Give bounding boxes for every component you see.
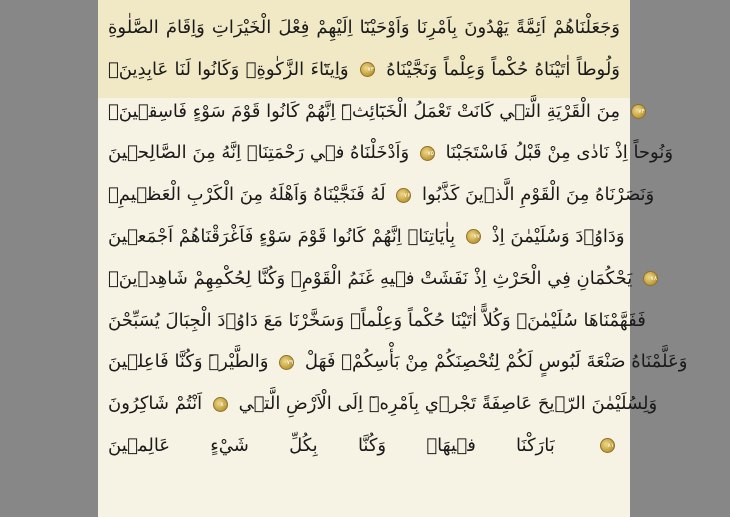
verse-text: مِنَ الْقَرْيَةِ الَّت۪ي كَانَتْ تَعْمَلُ الْخَبَٓائِثَۜ اِنَّهُمْ كَانُوا قَوْمَ سَوْءٍ فَاسِق۪ينَۙ xyxy=(108,100,620,122)
verse-text: اَنْتُمْ شَاكِرُونَ xyxy=(108,393,203,415)
verse-line xyxy=(98,300,646,342)
verse-lines xyxy=(98,0,688,467)
verse-number-marker-icon xyxy=(279,355,294,370)
verse-text: وَالطَّيْرَۜ وَكُنَّا فَاعِل۪ينَ xyxy=(108,351,269,373)
verse-number-marker-icon xyxy=(213,397,228,412)
verse-line xyxy=(98,258,633,300)
verse-text: بِاٰيَاتِنَاۜ اِنَّهُمْ كَانُوا قَوْمَ سَوْءٍ فَاَغْرَقْنَاهُمْ اَجْمَع۪ينَ xyxy=(108,225,456,247)
verse-text: وَنَصَرْنَاهُ مِنَ الْقَوْمِ الَّذ۪ينَ كَذَّبُوا xyxy=(422,184,655,206)
verse-text: وَنُوحاً اِذْ نَادٰى مِنْ قَبْلُ فَاسْتَجَبْنَا xyxy=(445,142,674,164)
verse-number-marker-icon xyxy=(631,104,646,119)
verse-line xyxy=(98,91,630,133)
verse-text: وَاِيتَٓاءَ الزَّكٰوةِۚ وَكَانُوا لَنَا عَابِدِينَۙ xyxy=(108,58,349,80)
verse-text: وَلِسُلَيْمٰنَ الرّ۪يحَ عَاصِفَةً تَجْر۪ي بِاَمْرِه۪ٓ اِلَى الْاَرْضِ الَّت۪ي xyxy=(238,393,658,415)
verse-text: وَاَدْخَلْنَاهُ ف۪ي رَحْمَتِنَاۜ اِنَّهُ مِنَ الصَّالِح۪ينَ xyxy=(108,142,410,164)
verse-text: فَفَهَّمْنَاهَا سُلَيْمٰنَۚ وَكُلاًّ اٰتَيْنَا حُكْماً وَعِلْماًۘ وَسَخَّرْنَا مَعَ دَاوُ۫دَ الْجِبَالَ يُسَبِّحْنَ xyxy=(108,309,646,331)
verse-number-marker-icon xyxy=(360,62,375,77)
verse-number-marker-icon xyxy=(466,229,481,244)
verse-number-marker-icon xyxy=(396,188,411,203)
verse-line xyxy=(98,49,630,91)
verse-text: بَارَكْنَا ف۪يهَاۜ وَكُنَّا بِكُلِّ شَيْءٍ عَالِم۪ينَ xyxy=(108,434,555,456)
verse-line xyxy=(98,174,655,216)
verse-line xyxy=(98,425,630,467)
verse-number-marker-icon xyxy=(420,146,435,161)
verse-text: وَجَعَلْنَاهُمْ اَئِمَّةً يَهْدُونَ بِاَمْرِنَا وَاَوْحَيْنَٓا اِلَيْهِمْ فِعْلَ الْخَيْرَاتِ وَاِقَامَ الصَّلٰوةِ xyxy=(108,17,620,38)
verse-text: وَلُوطاً اٰتَيْنَاهُ حُكْماً وَعِلْماً وَنَجَّيْنَاهُ xyxy=(386,58,620,80)
verse-text: وَعَلَّمْنَاهُ صَنْعَةَ لَبُوسٍ لَكُمْ لِتُحْصِنَكُمْ مِنْ بَأْسِكُمْۚ فَهَلْ xyxy=(304,351,688,373)
verse-number-marker-icon xyxy=(600,438,615,453)
verse-text: يَحْكُمَانِ فِي الْحَرْثِ اِذْ نَفَشَتْ ف۪يهِ غَنَمُ الْقَوْمِۚ وَكُنَّا لِحُكْمِهِمْ شَاهِد۪ينَۙ xyxy=(108,267,633,289)
verse-line xyxy=(98,216,630,258)
verse-line xyxy=(98,132,674,174)
verse-line xyxy=(98,383,658,425)
verse-line xyxy=(98,341,688,383)
verse-number-marker-icon xyxy=(643,271,658,286)
quran-page xyxy=(98,0,688,517)
verse-line xyxy=(98,7,630,49)
verse-text: لَهُ فَنَجَّيْنَاهُ وَاَهْلَهُ مِنَ الْكَرْبِ الْعَظ۪يمِۚ xyxy=(108,184,386,206)
verse-text: وَدَاوُ۫دَ وَسُلَيْمٰنَ اِذْ xyxy=(491,225,625,247)
